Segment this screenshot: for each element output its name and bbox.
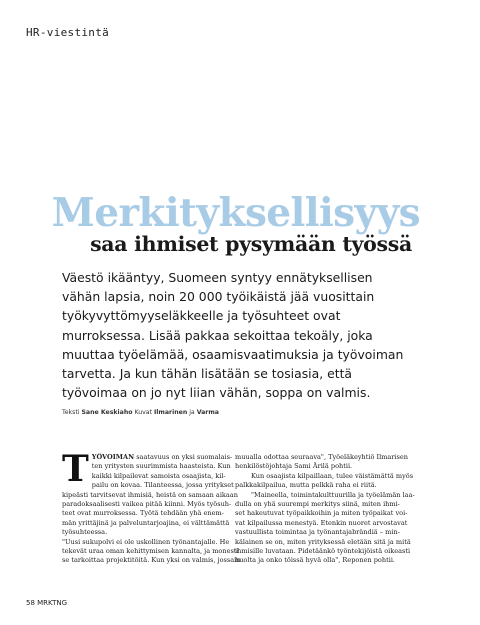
- body-line: "Uusi sukupolvi ei ole uskollinen työnantajalle. He: [62, 537, 230, 546]
- body-line: palkkakilpailua, mutta pelkkä raha ei riitä.: [235, 481, 377, 490]
- body-line: kaikki kilpailevat samoista osaajista, kil-: [91, 471, 226, 480]
- body-line: kälainen se on, miten yrityksessä eletään sitä ja mitä: [235, 537, 411, 546]
- body-line-rest: saatavuus on yksi suomalais-: [134, 453, 233, 461]
- section-label: HR-viestintä: [26, 26, 110, 39]
- body-line: teet ovat murroksessa. Työtä tehdään yhä enem-: [62, 509, 224, 518]
- credits-photo-label: Kuvat: [134, 409, 153, 416]
- lead-line: murroksessa. Lisää pakkaa sekoittaa tekoäly, joka: [62, 327, 373, 343]
- lead-line: työkyvyttömyyseläkkeelle ja työsuhteet ovat: [62, 308, 341, 324]
- lead-word: YÖVOIMAN: [91, 453, 135, 461]
- body-line: män yrittäjinä ja palveluntarjoajina, ei välttämättä: [62, 518, 230, 527]
- body-line: henkilöstöjohtaja Sami Ärilä pohtii.: [235, 462, 353, 471]
- body-column-right: [235, 453, 415, 566]
- credits-conj: ja: [189, 409, 195, 416]
- body-line: paradoksaalisesti vaikea pitää kiinni. Myös työsuh-: [62, 500, 232, 509]
- body-line: pailu on kovaa. Tilanteessa, jossa yritykset: [91, 481, 234, 490]
- body-line: dulla on yhä suurempi merkitys siinä, miten ihmi-: [235, 500, 400, 509]
- drop-cap: T: [62, 448, 89, 490]
- credits-text-label: Teksti: [62, 409, 80, 416]
- credits-photo-2: Varma: [196, 409, 219, 416]
- body-line: kipeästi tarvitsevat ihmisiä, heistä on samaan aikaan: [62, 490, 238, 499]
- credits: [62, 409, 219, 416]
- body-line: set hakeutuvat työpaikkoihin ja miten työpaikat voi-: [235, 509, 408, 518]
- lead-line: muuttaa työelämää, osaamisvaatimuksia ja työvoiman: [62, 346, 404, 362]
- body-line: vastuullista toimintaa ja työnantajabrändiä – min-: [235, 528, 400, 537]
- body-line: ihmisille luvataan. Pidetäänkö työntekijöistä oikeasti: [235, 547, 411, 556]
- body-line: muualla odottaa seuraava", Työeläkeyhtiö Ilmarisen: [235, 453, 408, 461]
- body-column-left: [62, 448, 242, 566]
- body-line: se tarkoittaa projektitöitä. Kun yksi on valmis, jossain: [62, 556, 241, 565]
- body-line: Kun osaajista kilpaillaan, tulee väistämättä myös: [251, 471, 414, 480]
- lead-line: tarvetta. Ja kun tähän lisätään se tosiasia, että: [62, 366, 353, 382]
- lead-paragraph: [62, 268, 424, 402]
- body-line: huolta ja onko töissä hyvä olla", Reponen pohtii.: [235, 556, 395, 565]
- headline-main: Merkityksellisyys: [51, 190, 420, 236]
- lead-line: Väestö ikääntyy, Suomeen syntyy ennätyksellisen: [62, 270, 373, 285]
- headline-sub: saa ihmiset pysymään työssä: [90, 232, 412, 256]
- lead-line: työvoimaa on jo nyt liian vähän, soppa on valmis.: [62, 385, 371, 401]
- body-line: työsuhteessa.: [62, 528, 108, 537]
- page-footer: 58 MRKTNG: [26, 599, 68, 607]
- lead-line: vähän lapsia, noin 20 000 työikäistä jää vuosittain: [62, 289, 375, 305]
- body-line: "Maineella, toimintakulttuurilla ja työelämän laa-: [251, 490, 415, 499]
- body-line: [92, 453, 242, 462]
- credits-photo-1: Ilmarinen: [154, 409, 188, 416]
- body-line: tekevät uraa oman kehittymisen kannalta, ja monesti: [62, 547, 239, 556]
- body-line: ten yritysten suurimmista haasteista. Kun: [91, 462, 231, 471]
- body-line: vat kilpailussa menestyä. Etenkin nuoret arvostavat: [235, 518, 408, 527]
- credits-author: Sane Keskiaho: [81, 409, 133, 416]
